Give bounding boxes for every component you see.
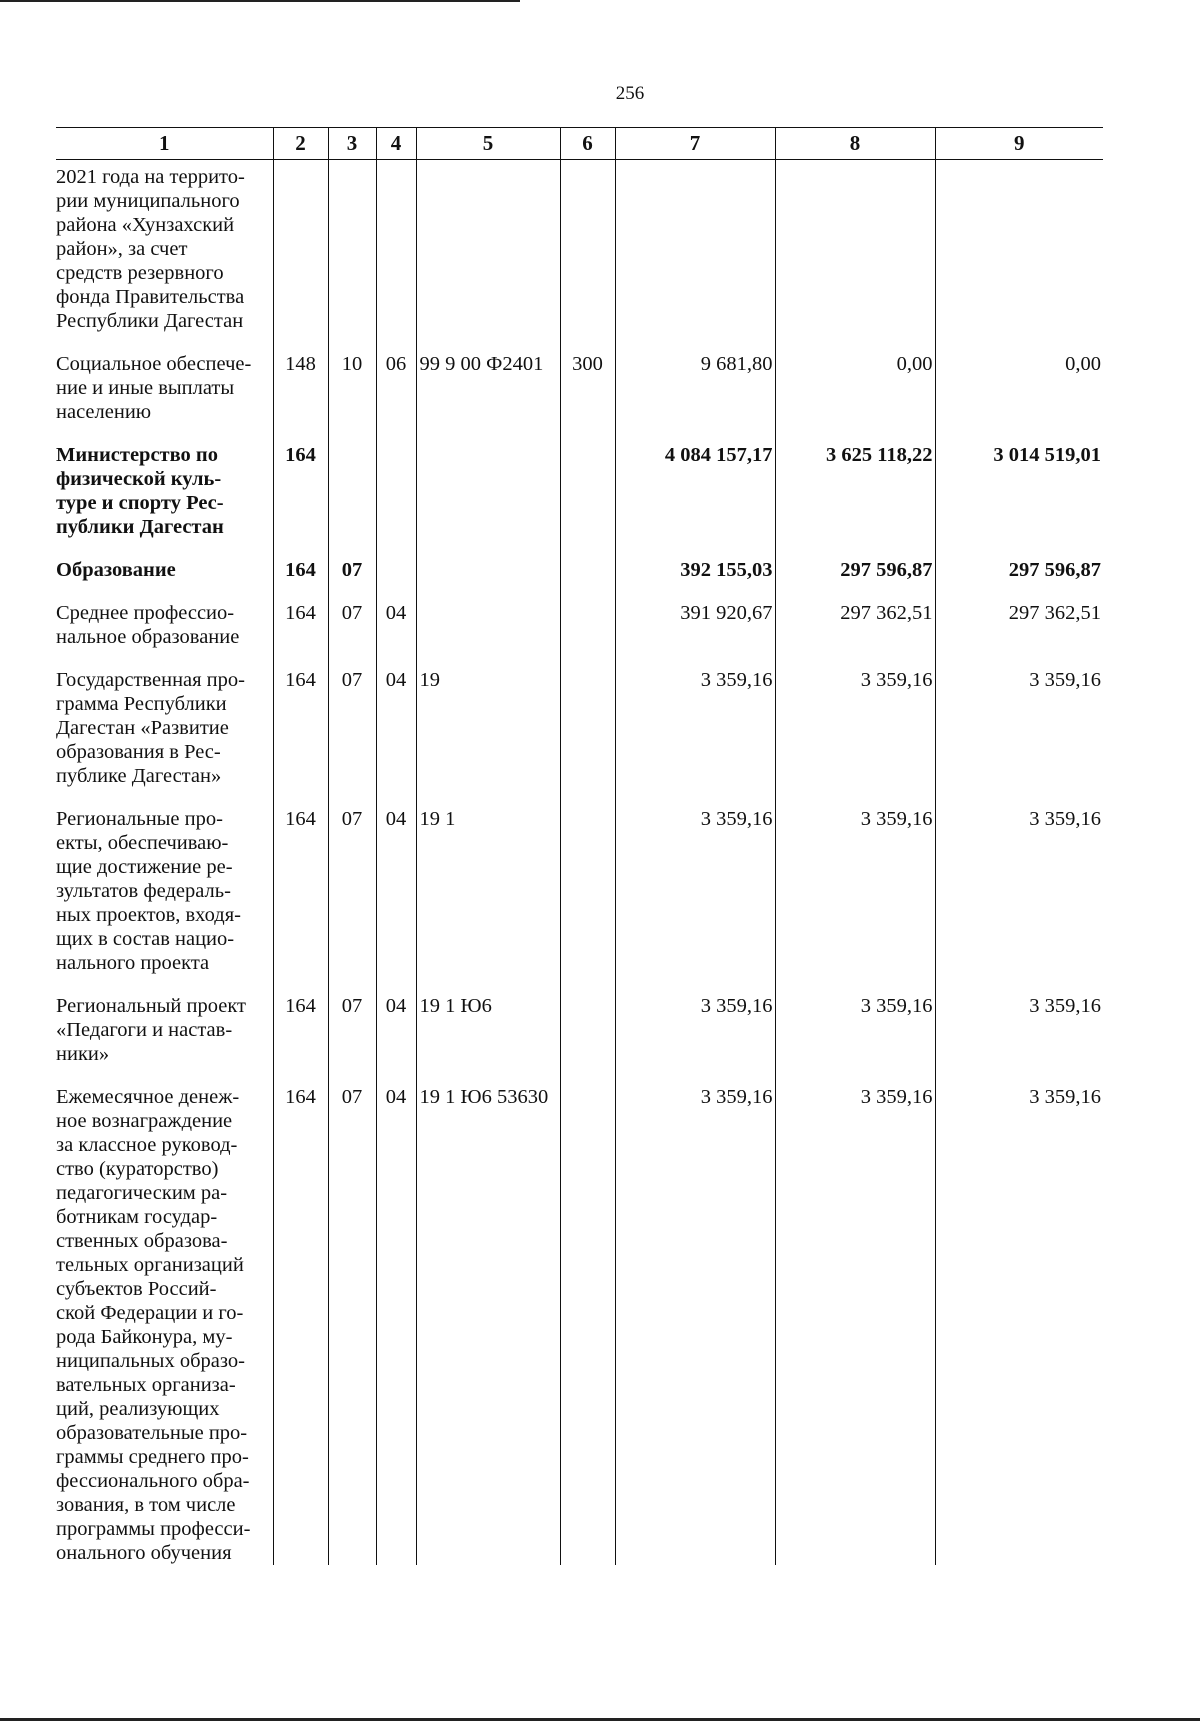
table-row (56, 424, 1103, 539)
cell-c4: 04 (376, 975, 416, 1066)
cell-c7: 3 359,16 (615, 975, 775, 1066)
column-header: 9 (935, 128, 1103, 160)
cell-c2: 148 (273, 333, 328, 424)
row-label: Социальное обеспече- ние и иные выплаты населению (56, 353, 252, 423)
cell-c4 (376, 160, 416, 334)
cell-c4: 06 (376, 333, 416, 424)
column-header: 3 (328, 128, 376, 160)
column-header: 5 (416, 128, 560, 160)
table-row (56, 333, 1103, 424)
cell-c7: 392 155,03 (615, 539, 775, 582)
cell-c3: 07 (328, 649, 376, 788)
cell-c7: 3 359,16 (615, 1066, 775, 1565)
cell-c9: 3 359,16 (935, 975, 1103, 1066)
cell-c2: 164 (273, 582, 328, 649)
cell-c9 (935, 160, 1103, 334)
cell-c4: 04 (376, 788, 416, 975)
column-header: 8 (775, 128, 935, 160)
cell-c2: 164 (273, 975, 328, 1066)
cell-c7: 3 359,16 (615, 649, 775, 788)
cell-c3 (328, 424, 376, 539)
cell-c8: 3 359,16 (775, 975, 935, 1066)
cell-c9: 297 362,51 (935, 582, 1103, 649)
table-row (56, 539, 1103, 582)
cell-c6 (560, 1066, 615, 1565)
table-row (56, 1066, 1103, 1565)
cell-c9: 3 359,16 (935, 1066, 1103, 1565)
cell-c2 (273, 160, 328, 334)
cell-c4 (376, 424, 416, 539)
cell-c8: 297 362,51 (775, 582, 935, 649)
cell-c5: 19 1 Ю6 (416, 975, 560, 1066)
cell-c5: 19 1 Ю6 53630 (416, 1066, 560, 1565)
row-label: Министерство по физической куль- туре и спорту Рес- публики Дагестан (56, 444, 224, 538)
row-label: Образование (56, 559, 176, 581)
table-row (56, 649, 1103, 788)
cell-c8: 3 359,16 (775, 1066, 935, 1565)
cell-c3: 10 (328, 333, 376, 424)
row-label: Среднее профессио- нальное образование (56, 602, 240, 648)
cell-c5 (416, 582, 560, 649)
table-row (56, 975, 1103, 1066)
cell-c8: 297 596,87 (775, 539, 935, 582)
cell-c6 (560, 539, 615, 582)
cell-c7: 9 681,80 (615, 333, 775, 424)
cell-c3: 07 (328, 539, 376, 582)
cell-c3: 07 (328, 788, 376, 975)
header-row (56, 128, 1103, 160)
cell-c9: 297 596,87 (935, 539, 1103, 582)
cell-c8: 3 359,16 (775, 649, 935, 788)
cell-c2: 164 (273, 1066, 328, 1565)
cell-c2: 164 (273, 424, 328, 539)
row-label: Государственная про- грамма Республики Дагестан «Развитие образования в Рес- публике Дагестан» (56, 669, 245, 787)
cell-c5: 19 (416, 649, 560, 788)
cell-c9: 0,00 (935, 333, 1103, 424)
cell-c2: 164 (273, 539, 328, 582)
cell-c5 (416, 160, 560, 334)
cell-c6 (560, 424, 615, 539)
scan-edge-top (0, 0, 520, 2)
cell-c4 (376, 539, 416, 582)
table-row (56, 788, 1103, 975)
cell-c7: 3 359,16 (615, 788, 775, 975)
column-header: 6 (560, 128, 615, 160)
cell-c8: 3 359,16 (775, 788, 935, 975)
cell-c6 (560, 788, 615, 975)
cell-c5 (416, 539, 560, 582)
cell-c8: 0,00 (775, 333, 935, 424)
cell-c8 (775, 160, 935, 334)
table-body (56, 160, 1103, 1566)
table-row (56, 582, 1103, 649)
cell-c6 (560, 160, 615, 334)
cell-c6 (560, 649, 615, 788)
row-label: Ежемесячное денеж- ное вознаграждение за классное руковод- ство (кураторство) педагогическим ра- ботникам государ- ственных образова- тельных организаций субъектов Россий- ской Федерации и го- рода Байконура, му- ниципальных образо- вательных организа- ций, реализующих образовательные про- граммы среднего про- фессионального обра- зования, в том числе программы професси- онального обучения (56, 1086, 251, 1564)
budget-table (56, 127, 1103, 1565)
cell-c2: 164 (273, 788, 328, 975)
cell-c3: 07 (328, 582, 376, 649)
cell-c5: 99 9 00 Ф2401 (416, 333, 560, 424)
column-header: 1 (56, 128, 273, 160)
cell-c7: 4 084 157,17 (615, 424, 775, 539)
cell-c7 (615, 160, 775, 334)
row-label: Региональные про- екты, обеспечиваю- щие достижение ре- зультатов федераль- ных проектов, входя- щих в состав нацио- нального проекта (56, 808, 241, 974)
row-label: 2021 года на террито- рии муниципального района «Хунзахский район», за счет средств резервного фонда Правительства Республики Дагестан (56, 166, 245, 332)
column-header: 4 (376, 128, 416, 160)
cell-c6: 300 (560, 333, 615, 424)
cell-c3 (328, 160, 376, 334)
cell-c5 (416, 424, 560, 539)
cell-c9: 3 359,16 (935, 788, 1103, 975)
cell-c6 (560, 975, 615, 1066)
cell-c4: 04 (376, 582, 416, 649)
cell-c6 (560, 582, 615, 649)
cell-c4: 04 (376, 1066, 416, 1565)
cell-c9: 3 359,16 (935, 649, 1103, 788)
column-header: 2 (273, 128, 328, 160)
cell-c3: 07 (328, 975, 376, 1066)
cell-c9: 3 014 519,01 (935, 424, 1103, 539)
table-row (56, 160, 1103, 334)
cell-c2: 164 (273, 649, 328, 788)
cell-c4: 04 (376, 649, 416, 788)
row-label: Региональный проект «Педагоги и настав- ники» (56, 995, 246, 1065)
page-number: 256 (615, 83, 645, 104)
cell-c7: 391 920,67 (615, 582, 775, 649)
cell-c8: 3 625 118,22 (775, 424, 935, 539)
column-header: 7 (615, 128, 775, 160)
cell-c3: 07 (328, 1066, 376, 1565)
cell-c5: 19 1 (416, 788, 560, 975)
